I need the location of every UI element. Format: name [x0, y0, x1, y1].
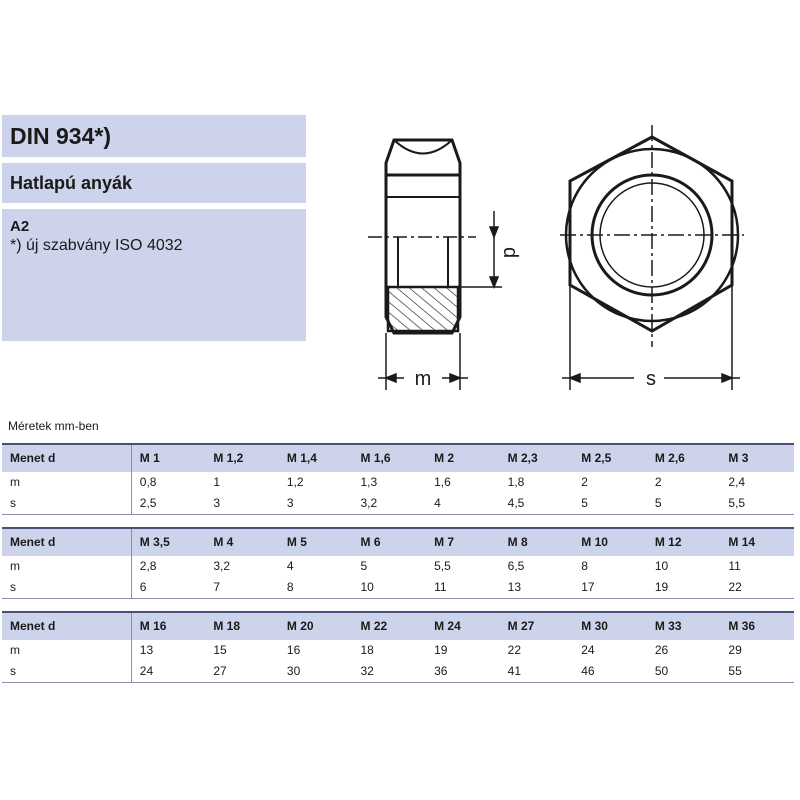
thread-cell: M 1,6	[353, 444, 427, 472]
s-cell: 41	[500, 661, 574, 683]
material-grade: A2	[10, 218, 30, 235]
thread-label: Menet d	[2, 612, 131, 640]
s-cell: 22	[720, 577, 794, 599]
m-cell: 1,2	[286, 475, 304, 489]
m-cell: 10	[654, 559, 669, 573]
thread-cell: M 33	[647, 612, 721, 640]
dimension-table-3	[2, 611, 794, 683]
thread-cell: M 3	[720, 444, 794, 472]
units-note: Méretek mm-ben	[8, 419, 99, 433]
m-cell: 4	[286, 559, 294, 573]
thread-cell: M 30	[573, 612, 647, 640]
s-cell: 2,5	[131, 493, 205, 515]
s-cell: 3	[279, 493, 353, 515]
s-cell: 3,2	[353, 493, 427, 515]
s-cell: 50	[647, 661, 721, 683]
m-label: m	[2, 556, 131, 577]
m-cell: 2,4	[728, 475, 746, 489]
s-row	[2, 661, 794, 683]
thread-cell: M 2,3	[500, 444, 574, 472]
dimension-s-label: s	[646, 368, 656, 390]
s-cell: 11	[426, 577, 500, 599]
s-cell: 55	[720, 661, 794, 683]
s-cell: 27	[205, 661, 279, 683]
thread-cell: M 36	[720, 612, 794, 640]
s-cell: 7	[205, 577, 279, 599]
thread-cell: M 18	[205, 612, 279, 640]
m-cell: 16	[286, 643, 301, 657]
m-cell: 1,8	[507, 475, 525, 489]
dimension-m-label: m	[414, 368, 432, 390]
thread-cell: M 14	[720, 528, 794, 556]
m-cell: 6,5	[507, 559, 525, 573]
s-cell: 32	[353, 661, 427, 683]
material-note-panel	[2, 209, 306, 341]
dimension-table-2	[2, 527, 794, 599]
s-cell: 13	[500, 577, 574, 599]
thread-cell: M 4	[205, 528, 279, 556]
m-cell: 0,8	[139, 475, 157, 489]
m-label: m	[2, 472, 131, 493]
dimension-d	[460, 211, 502, 287]
s-cell: 5,5	[720, 493, 794, 515]
top-center-lines	[560, 125, 744, 347]
m-cell: 11	[728, 559, 741, 573]
thread-cell: M 12	[647, 528, 721, 556]
m-cell: 1	[213, 475, 221, 489]
m-cell: 1,3	[360, 475, 378, 489]
m-row	[2, 640, 794, 661]
thread-row	[2, 612, 794, 640]
thread-cell: M 2,5	[573, 444, 647, 472]
thread-cell: M 7	[426, 528, 500, 556]
standard-note: *) új szabvány ISO 4032	[10, 237, 183, 254]
s-row	[2, 577, 794, 599]
m-cell: 13	[139, 643, 154, 657]
thread-cell: M 2,6	[647, 444, 721, 472]
s-label: s	[2, 493, 131, 515]
m-cell: 2,8	[139, 559, 157, 573]
m-label: m	[2, 640, 131, 661]
thread-cell: M 2	[426, 444, 500, 472]
page-subtitle: Hatlapú anyák	[2, 163, 306, 203]
m-cell: 2	[654, 475, 662, 489]
thread-row	[2, 528, 794, 556]
thread-label: Menet d	[2, 444, 131, 472]
m-cell: 26	[654, 643, 669, 657]
thread-cell: M 24	[426, 612, 500, 640]
thread-cell: M 10	[573, 528, 647, 556]
m-row	[2, 472, 794, 493]
s-cell: 8	[279, 577, 353, 599]
s-cell: 6	[131, 577, 205, 599]
m-cell: 29	[728, 643, 742, 657]
s-cell: 46	[573, 661, 647, 683]
s-cell: 3	[205, 493, 279, 515]
thread-cell: M 27	[500, 612, 574, 640]
thread-cell: M 1	[131, 444, 205, 472]
hex-nut-drawing	[364, 125, 744, 395]
thread-cell: M 1,2	[205, 444, 279, 472]
dimension-table-1	[2, 443, 794, 515]
s-cell: 24	[131, 661, 205, 683]
s-cell: 5	[573, 493, 647, 515]
m-cell: 8	[581, 559, 588, 573]
m-cell: 22	[507, 643, 522, 657]
s-cell: 17	[573, 577, 647, 599]
s-cell: 4,5	[500, 493, 574, 515]
s-label: s	[2, 577, 131, 599]
m-cell: 18	[360, 643, 374, 657]
s-cell: 10	[353, 577, 427, 599]
thread-cell: M 20	[279, 612, 353, 640]
thread-cell: M 16	[131, 612, 205, 640]
m-cell: 24	[581, 643, 595, 657]
m-cell: 3,2	[213, 559, 231, 573]
s-cell: 30	[279, 661, 353, 683]
thread-cell: M 8	[500, 528, 574, 556]
s-label: s	[2, 661, 131, 683]
thread-cell: M 1,4	[279, 444, 353, 472]
m-cell: 5	[360, 559, 368, 573]
page-title: DIN 934*)	[2, 115, 306, 157]
m-cell: 2	[581, 475, 588, 489]
m-row	[2, 556, 794, 577]
m-cell: 15	[213, 643, 227, 657]
thread-row	[2, 444, 794, 472]
m-cell: 19	[434, 643, 448, 657]
thread-cell: M 3,5	[131, 528, 205, 556]
thread-cell: M 6	[353, 528, 427, 556]
m-cell: 5,5	[434, 559, 451, 573]
dimension-d-label: d	[499, 247, 521, 259]
s-cell: 4	[426, 493, 500, 515]
s-cell: 5	[647, 493, 721, 515]
s-cell: 19	[647, 577, 721, 599]
thread-cell: M 5	[279, 528, 353, 556]
thread-cell: M 22	[353, 612, 427, 640]
s-row	[2, 493, 794, 515]
s-cell: 36	[426, 661, 500, 683]
m-cell: 1,6	[434, 475, 451, 489]
thread-label: Menet d	[2, 528, 131, 556]
